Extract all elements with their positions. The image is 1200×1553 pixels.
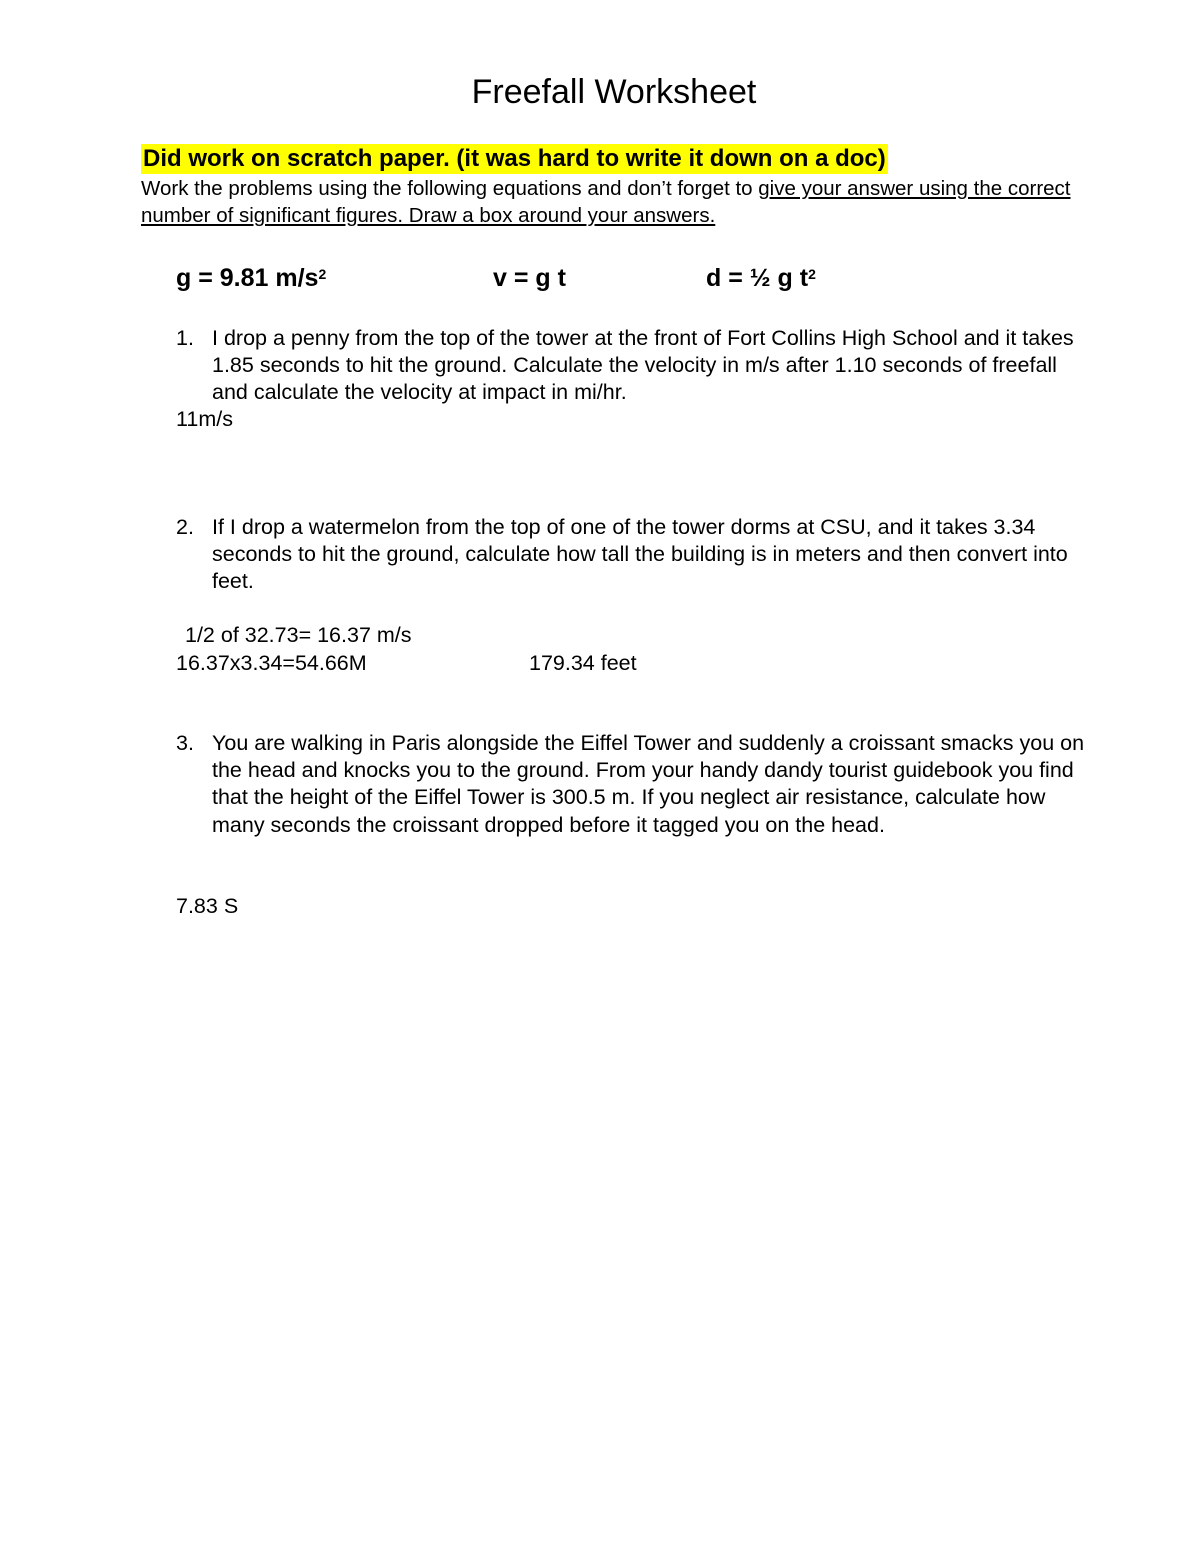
- equation-gravity: [176, 262, 326, 294]
- question-1-answer: 11m/s: [176, 407, 233, 431]
- equation-distance-exponent: 2: [808, 266, 816, 282]
- equation-distance: [706, 262, 816, 294]
- equation-gravity-text: g = 9.81 m/s: [176, 264, 319, 292]
- instructions-paragraph: [141, 175, 1071, 229]
- page-title: Freefall Worksheet: [471, 73, 757, 111]
- question-2-answer-line-1: 1/2 of 32.73= 16.37 m/s: [185, 623, 412, 647]
- question-3-text: You are walking in Paris alongside the Eiffel Tower and suddenly a croissant smacks you on the head and knocks you to the ground. From your handy dandy tourist guidebook you find that the height of the Eiffel Tower is 300.5 m. If you neglect air resistance, calculate how many seconds the croissant dropped before it tagged you on the head.: [212, 731, 1085, 837]
- question-2-text: If I drop a watermelon from the top of one of the tower dorms at CSU, and it takes 3.34 seconds to hit the ground, calculate how tall the building is in meters and then convert into feet.: [212, 515, 1068, 594]
- highlighted-note: Did work on scratch paper. (it was hard to write it down on a doc): [143, 145, 886, 172]
- question-2-number: 2.: [176, 515, 194, 539]
- question-2-answer-line-2: 16.37x3.34=54.66M: [176, 651, 367, 675]
- instructions-plain-text: Work the problems using the following equations and don’t forget to: [141, 177, 759, 200]
- question-2-answer-feet: 179.34 feet: [529, 651, 637, 675]
- question-3-answer: 7.83 S: [176, 894, 239, 918]
- equation-gravity-exponent: 2: [318, 266, 327, 282]
- question-1-number: 1.: [176, 326, 194, 350]
- question-3-number: 3.: [176, 731, 194, 755]
- equation-distance-text: d = ½ g t: [706, 264, 809, 292]
- instructions-underlined-text: give your answer using the correct number of significant figures. Draw a box around your answers.: [141, 177, 1071, 227]
- equation-velocity-text: v = g t: [493, 264, 566, 292]
- equation-velocity: [493, 262, 566, 294]
- question-1-text: I drop a penny from the top of the tower at the front of Fort Collins High School and it takes 1.85 seconds to hit the ground. Calculate the velocity in m/s after 1.10 seconds of freefall and calculate the velocity at impact in mi/hr.: [212, 326, 1074, 405]
